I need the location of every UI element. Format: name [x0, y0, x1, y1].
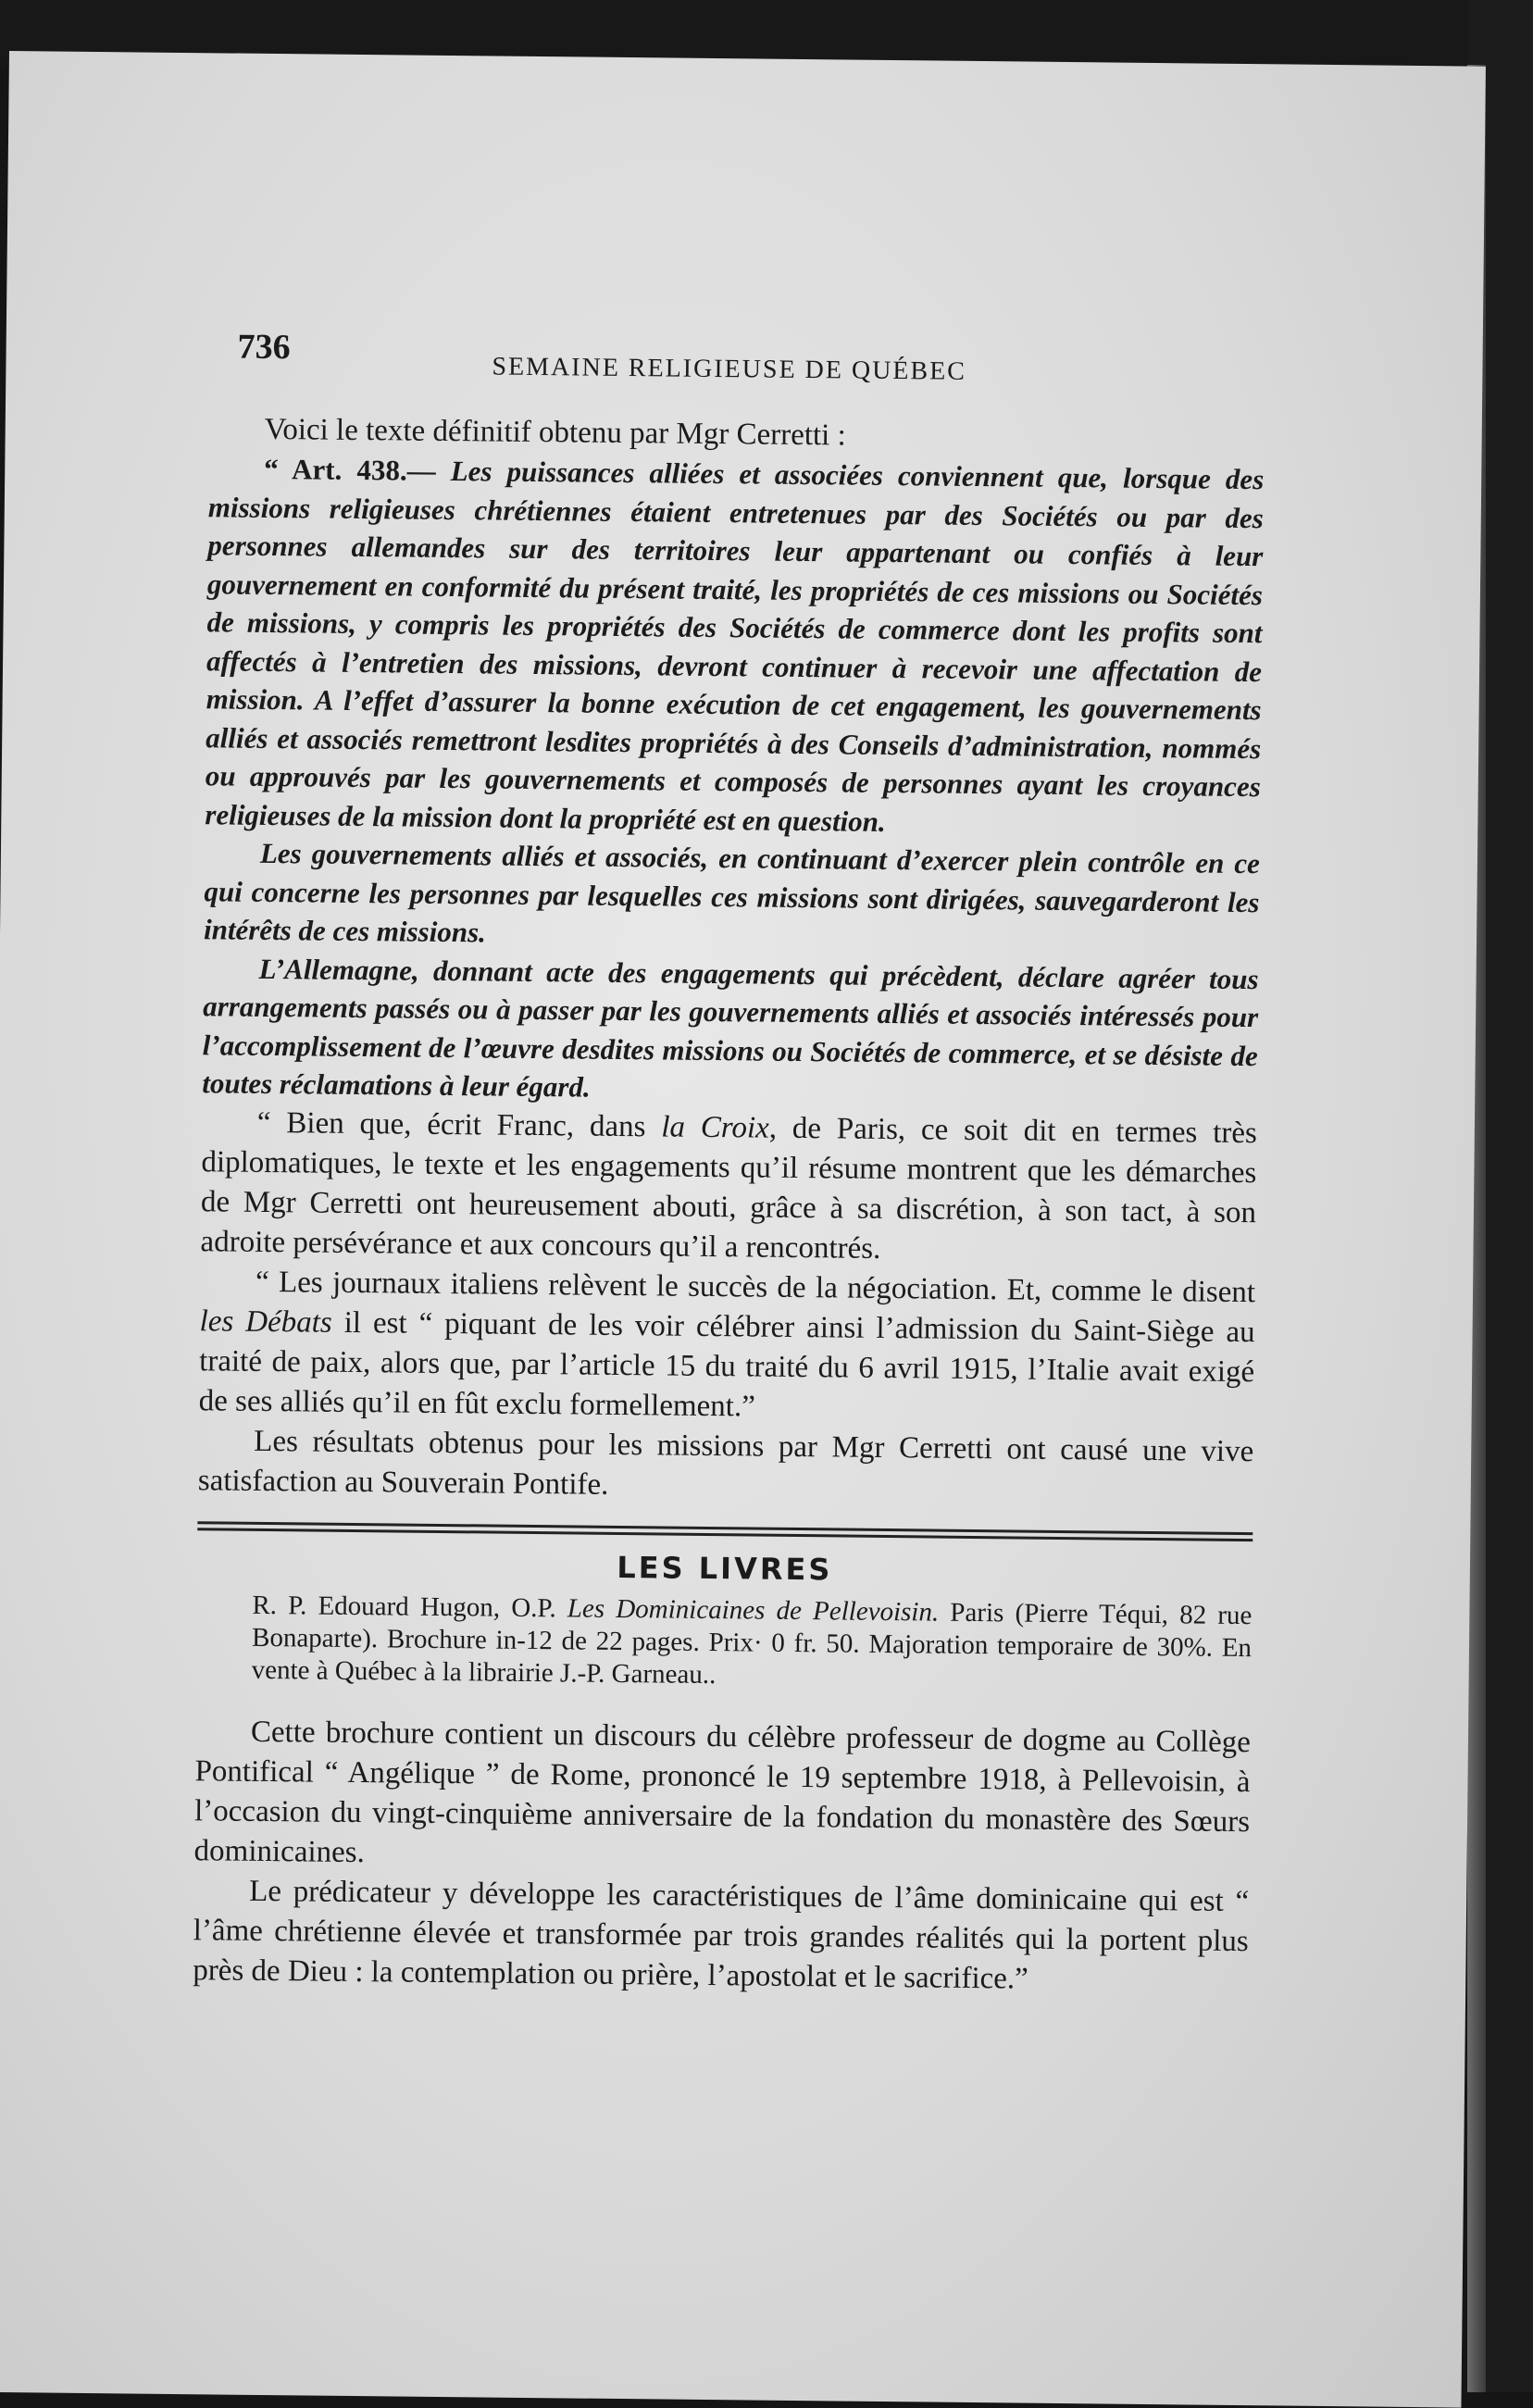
- journaux-text-a: “ Les journaux italiens relèvent le succès de la négociation. Et, comme le disent: [255, 1265, 1256, 1309]
- article-438-paragraph-2: Les gouvernements alliés et associés, en continuant d’exercer plein contrôle en ce qui concerne les personnes par lesquelles ces missions sont dirigées, sauvegarderont les intérêts de ces missions.: [203, 836, 1261, 949]
- review-paragraph-1: Cette brochure contient un discours du célèbre professeur de dogme au Collège Pontifical “ Angélique ” de Rome, prononcé le 19 septembre 1918, à Pellevoisin, à l’occasion du vingt-cinquième anniversaire de la fondation du monastère des Sœurs dominicaines.: [193, 1715, 1252, 1869]
- page-number: 736: [237, 327, 291, 368]
- les-debats-title: les Débats: [199, 1304, 332, 1340]
- article-number: “ Art. 438.—: [264, 452, 436, 487]
- resultats-paragraph: Les résultats obtenus pour les missions par Mgr Cerretti ont causé une vive satisfaction au Souverain Pontife.: [197, 1424, 1254, 1502]
- book-author: R. P. Edouard Hugon, O.P.: [252, 1590, 568, 1623]
- running-title: SEMAINE RELIGIEUSE DE QUÉBEC: [492, 352, 967, 386]
- article-438-paragraph: [205, 449, 1264, 844]
- la-croix-title: la Croix: [661, 1109, 770, 1145]
- page-content: [193, 280, 1266, 1996]
- section-title: LES LIVRES: [617, 1549, 833, 1587]
- franc-quote-paragraph: [200, 1103, 1257, 1273]
- franc-text-a: “ Bien que, écrit Franc, dans: [256, 1105, 662, 1143]
- running-head: [210, 280, 1266, 386]
- article-text-1: Les puissances alliées et associées conviennent que, lorsque des missions religieuses chrétiennes étaient entretenues par des Sociétés ou par des personnes allemandes sur des territoires leur appartenant ou confiés à leur gouvernement en conformité du présent traité, les propriétés de ces missions ou Sociétés de missions, y compris les propriétés des Sociétés de commerce dont les profits sont affectés à l’entretien des missions, devront continuer à recevoir une affectation de mission. A l’effet d’assurer la bonne exécution de cet engagement, les gouvernements alliés et associés remettront lesdites propriétés à des Conseils d’administration, nommés ou approuvés par les gouvernements et composés de personnes ayant les croyances religieuses de la mission dont la propriété est en question.: [205, 455, 1265, 838]
- book-entry: [196, 1589, 1253, 1697]
- journaux-text-b: il est “ piquant de les voir célébrer ainsi l’admission du Saint-Siège au traité de paix, alors que, par l’article 15 du traité du 6 avril 1915, l’Italie avait exigé de ses alliés qu’il en fût exclu formellement.”: [198, 1305, 1255, 1424]
- franc-text-b: , de Paris, ce soit dit en termes très diplomatiques, le texte et les engagements qu’il résume montrent que les démarches de Mgr Cerretti ont heureusement abouti, grâce à sa discrétion, à son tact, à son adroite persévérance et aux concours qu’il a rencontrés.: [200, 1111, 1258, 1266]
- section-divider: [197, 1521, 1253, 1541]
- intro-paragraph: Voici le texte définitif obtenu par Mgr Cerretti :: [264, 412, 846, 453]
- book-citation: [196, 1589, 1253, 1697]
- article-body: [193, 409, 1265, 2001]
- journaux-paragraph: [199, 1262, 1256, 1432]
- book-review: [193, 1712, 1251, 2002]
- book-details: Paris (Pierre Téqui, 82 rue Bonaparte). Brochure in-12 de 22 pages. Prix· 0 fr. 50. Majoration temporaire de 30%. En vente à Québec à la librairie J.-P. Garneau..: [251, 1597, 1253, 1690]
- page-sheet: [0, 51, 1486, 2408]
- book-title: Les Dominicaines de Pellevoisin.: [567, 1592, 940, 1628]
- article-438-paragraph-3: L’Allemagne, donnant acte des engagements qui précèdent, déclare agréer tous arrangements passés ou à passer par les gouvernements alliés et associés intéressés pour l’accomplissement de l’œuvre desdites missions ou Sociétés de commerce, et se désiste de toutes réclamations à leur égard.: [202, 952, 1259, 1104]
- review-paragraph-2: Le prédicateur y développe les caractéristiques de l’âme dominicaine qui est “ l’âme chrétienne élevée et transformée par trois grandes réalités qui la portent plus près de Dieu : la contemplation ou prière, l’apostolat et le sacrifice.”: [193, 1874, 1250, 1996]
